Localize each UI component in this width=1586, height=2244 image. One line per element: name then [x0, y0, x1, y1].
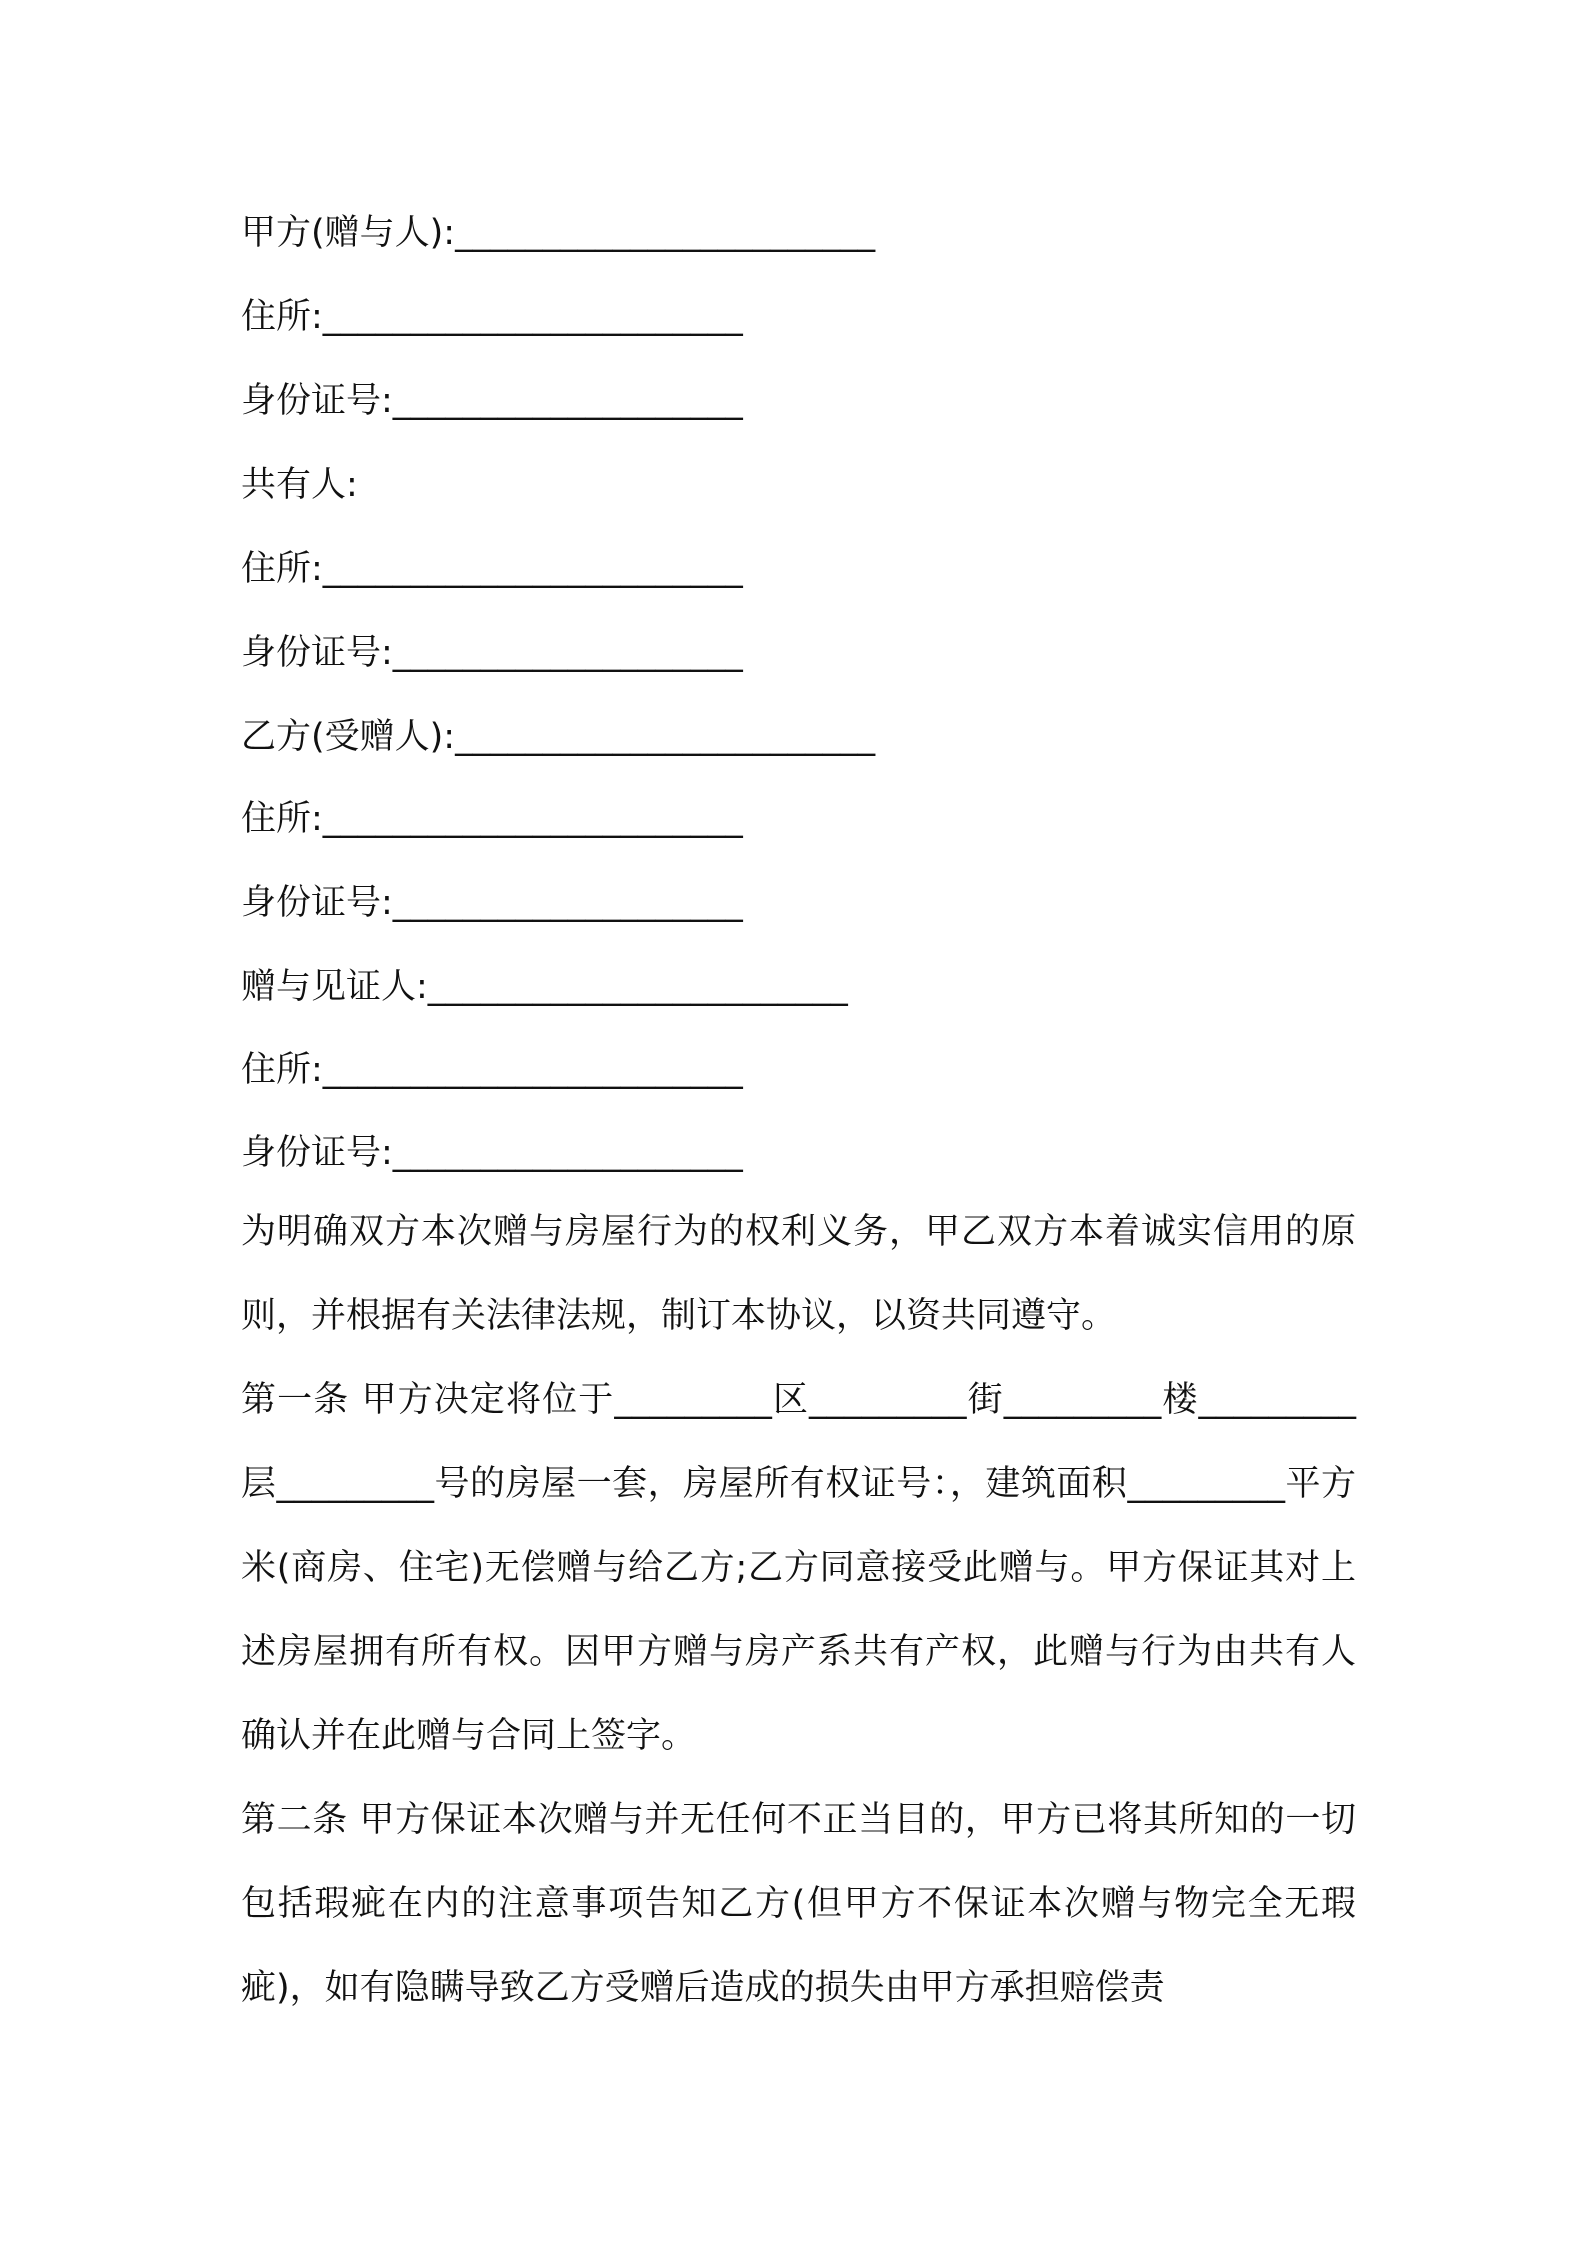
donor-address-line: 住所:________________________	[241, 297, 743, 337]
donee-address-line: 住所:________________________	[241, 799, 743, 839]
contract-page	[241, 0, 1361, 2244]
preamble-paragraph: 为明确双方本次赠与房屋行为的权利义务，甲乙双方本着诚实信用的原则，并根据有关法律法规，制订本协议，以资共同遵守。	[241, 1212, 1356, 1336]
article-2-paragraph: 第二条 甲方保证本次赠与并无任何不正当目的，甲方已将其所知的一切包括瑕疵在内的注意事项告知乙方(但甲方不保证本次赠与物完全无瑕疵)，如有隐瞒导致乙方受赠后造成的损失由甲方承担赔偿责	[241, 1800, 1356, 2008]
witness-address-line: 住所:________________________	[241, 1050, 743, 1090]
witness-id-line: 身份证号:____________________	[241, 1133, 743, 1173]
donor-line: 甲方(赠与人):________________________	[241, 213, 876, 253]
witness-line: 赠与见证人:________________________	[241, 967, 848, 1007]
co-owner-address-line: 住所:________________________	[241, 549, 743, 589]
donee-line: 乙方(受赠人):________________________	[241, 717, 876, 757]
co-owner-line: 共有人:	[241, 465, 358, 505]
article-1-paragraph: 第一条 甲方决定将位于_________区_________街_________楼_________层_________号的房屋一套，房屋所有权证号：，建筑面积_________平方米(商房、住宅)无偿赠与给乙方;乙方同意接受此赠与。甲方保证其对上述房屋拥有所有权。因甲方赠与房产系共有产权，此赠与行为由共有人确认并在此赠与合同上签字。	[241, 1380, 1356, 1756]
co-owner-id-line: 身份证号:____________________	[241, 633, 743, 673]
donee-id-line: 身份证号:____________________	[241, 883, 743, 923]
donor-id-line: 身份证号:____________________	[241, 381, 743, 421]
